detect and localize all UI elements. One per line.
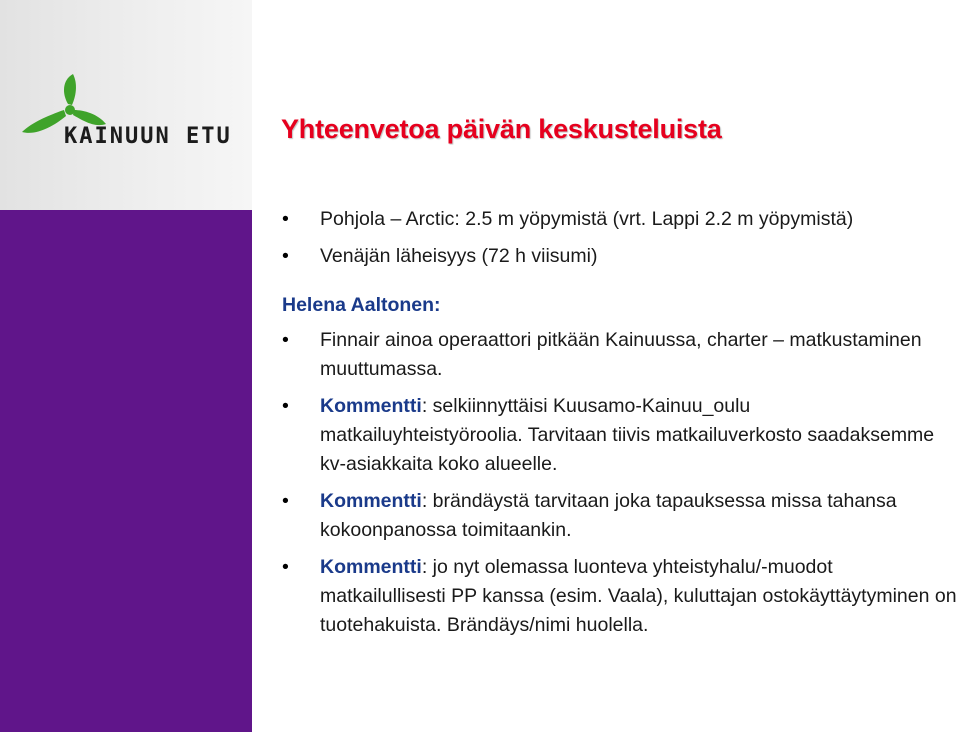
slide-title: Yhteenvetoa päivän keskusteluista [281, 114, 722, 144]
list-item: • Pohjola – Arctic: 2.5 m yöpymistä (vrt. Lappi 2.2 m yöpymistä) [282, 205, 957, 234]
list-item: • Kommentti: jo nyt olemassa luonteva yhteistyhalu/-muodot matkailullisesti PP kanssa (esim. Vaala), kuluttajan ostokäyttäytyminen on tuotehakuista. Brändäys/nimi huolella. [282, 553, 957, 640]
comment-keyword: Kommentti [320, 395, 422, 417]
list-item: • Finnair ainoa operaattori pitkään Kainuussa, charter – matkustaminen muuttumassa. [282, 326, 957, 384]
section-heading: Helena Aaltonen: [282, 294, 441, 316]
kainuun-etu-logo [18, 70, 238, 160]
intro-bullet-list [282, 205, 957, 271]
section-bullet-list [282, 326, 957, 640]
sidebar-purple-panel [0, 210, 252, 732]
logo-wordmark: KAINUUN ETU [64, 124, 232, 149]
slide-content [282, 205, 957, 648]
list-item: • Venäjän läheisyys (72 h viisumi) [282, 242, 957, 271]
list-item: • Kommentti: brändäystä tarvitaan joka tapauksessa missa tahansa kokoonpanossa toimitaankin. [282, 487, 957, 545]
comment-keyword: Kommentti [320, 490, 422, 512]
list-item: • Kommentti: selkiinnyttäisi Kuusamo-Kainuu_oulu matkailuyhteistyöroolia. Tarvitaan tiivis matkailuverkosto saadaksemme kv-asiakkaita koko alueelle. [282, 392, 957, 479]
comment-keyword: Kommentti [320, 556, 422, 578]
